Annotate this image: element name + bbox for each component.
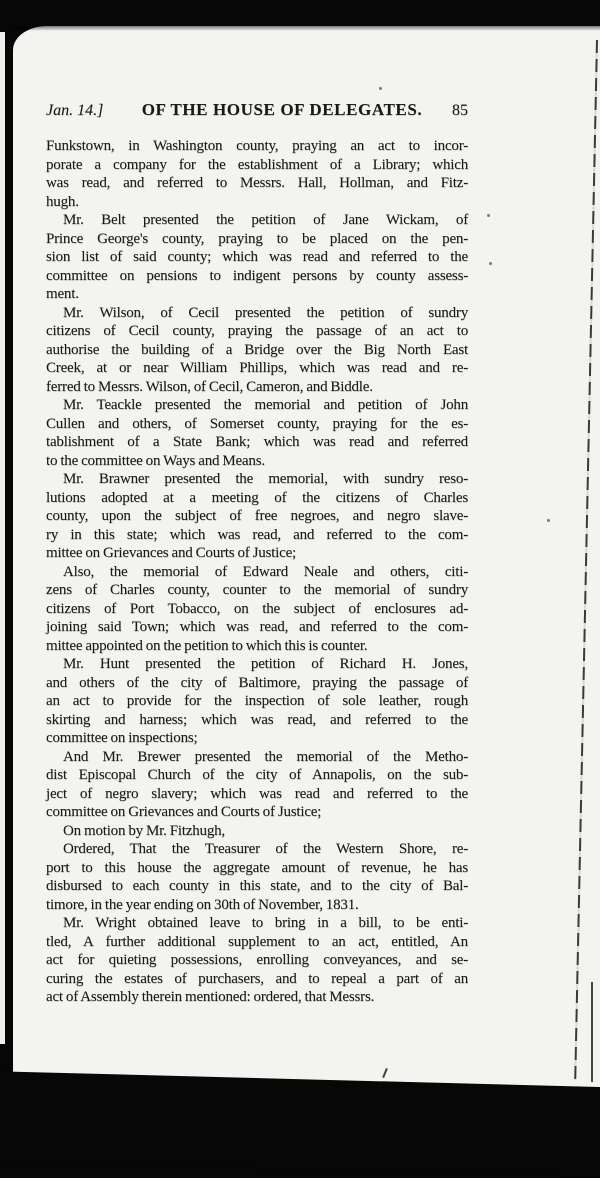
header-title: OF THE HOUSE OF DELEGATES. — [141, 100, 423, 119]
header-page-number: 85 — [452, 102, 468, 119]
text-line: curing the estates of purchasers, and to repeal a part of an — [46, 970, 468, 987]
paragraph — [46, 748, 468, 822]
text-line: act of Assembly therein mentioned: ordered, that Messrs. — [46, 989, 375, 1005]
text-line: ment. — [46, 286, 79, 302]
text-line: citizens of Cecil county, praying the passage of an act to — [46, 323, 468, 339]
text-line: Funkstown, in Washington county, praying an act to incor- — [46, 138, 468, 154]
ink-speck — [547, 519, 550, 522]
page-body — [46, 137, 468, 1007]
ink-speck — [487, 214, 490, 217]
bottom-scan-band — [0, 1071, 600, 1178]
text-line: Creek, at or near William Phillips, which was read and re- — [46, 360, 468, 376]
page-content — [46, 100, 468, 1007]
text-line: committee on inspections; — [46, 730, 198, 746]
text-line: Prince George's county, praying to be placed on the pen- — [46, 230, 468, 247]
scan-top-edge-shadow — [13, 26, 600, 31]
paragraph — [46, 304, 468, 397]
text-line: to the committee on Ways and Means. — [46, 452, 265, 469]
text-line: joining said Town; which was read, and referred to the com- — [46, 619, 468, 635]
text-line: hugh. — [46, 193, 79, 210]
paragraph — [46, 914, 468, 1007]
text-line: tled, A further additional supplement to an act, entitled, An — [46, 933, 468, 950]
text-line: Cullen and others, of Somerset county, praying for the es- — [46, 415, 468, 432]
paragraph — [46, 396, 468, 470]
text-line: Also, the memorial of Edward Neale and others, citi- — [63, 563, 468, 580]
text-line: dist Episcopal Church of the city of Annapolis, on the sub- — [46, 767, 468, 783]
text-line: and others of the city of Baltimore, praying the passage of — [46, 674, 468, 691]
text-line: port to this house the aggregate amount of revenue, he has — [46, 859, 468, 876]
text-line: ject of negro slavery; which was read and referred to the — [46, 785, 468, 802]
paragraph — [46, 470, 468, 563]
text-line: act for quieting possessions, enrolling conveyances, and se- — [46, 952, 468, 968]
text-line: porate a company for the establishment of a Library; which — [46, 156, 468, 173]
paragraph — [46, 211, 468, 304]
text-line: mittee on Grievances and Courts of Justice; — [46, 545, 296, 561]
paragraph — [46, 137, 468, 211]
text-line: skirting and harness; which was read, and referred to the — [46, 711, 468, 728]
text-line: Mr. Brawner presented the memorial, with sundry reso- — [63, 471, 468, 487]
text-line: Mr. Hunt presented the petition of Richard H. Jones, — [63, 656, 468, 672]
text-line: zens of Charles county, counter to the memorial of sundry — [46, 582, 468, 598]
text-line: Ordered, That the Treasurer of the Western Shore, re- — [63, 841, 468, 857]
running-header — [46, 100, 468, 120]
text-line: county, upon the subject of free negroes, and negro slave- — [46, 508, 468, 524]
paragraph — [46, 655, 468, 748]
text-line: authorise the building of a Bridge over the Big North East — [46, 341, 468, 358]
text-line: Mr. Wright obtained leave to bring in a bill, to be enti- — [63, 915, 468, 931]
paragraph — [46, 563, 468, 656]
text-line: sion list of said county; which was read and referred to the — [46, 249, 468, 265]
text-line: Mr. Teackle presented the memorial and petition of John — [63, 397, 468, 413]
ink-speck — [379, 87, 382, 90]
text-line: disbursed to each county in this state, and to the city of Bal- — [46, 878, 468, 894]
paragraph — [46, 840, 468, 914]
text-line: committee on pensions to indigent persons by county assess- — [46, 267, 468, 284]
paragraph — [46, 822, 468, 841]
text-line: Mr. Wilson, of Cecil presented the petition of sundry — [63, 304, 468, 321]
text-line: On motion by Mr. Fitzhugh, — [63, 822, 225, 839]
text-line: tablishment of a State Bank; which was read and referred — [46, 434, 468, 450]
text-line: was read, and referred to Messrs. Hall, Hollman, and Fitz- — [46, 175, 468, 191]
text-line: Mr. Belt presented the petition of Jane Wickam, of — [63, 212, 468, 228]
text-line: committee on Grievances and Courts of Justice; — [46, 804, 322, 820]
text-line: mittee appointed on the petition to which this is counter. — [46, 637, 368, 654]
page-edge-line-short — [591, 982, 593, 1082]
text-line: ferred to Messrs. Wilson, of Cecil, Cameron, and Biddle. — [46, 378, 373, 395]
ink-speck — [489, 262, 492, 265]
text-line: timore, in the year ending on 30th of November, 1831. — [46, 896, 359, 913]
text-line: citizens of Port Tobacco, on the subject of enclosures ad- — [46, 600, 468, 617]
text-line: an act to provide for the inspection of sole leather, rough — [46, 693, 468, 709]
text-line: ry in this state; which was read, and referred to the com- — [46, 526, 468, 543]
text-line: lutions adopted at a meeting of the citizens of Charles — [46, 489, 468, 506]
text-line: And Mr. Brewer presented the memorial of the Metho- — [63, 748, 468, 765]
header-date: Jan. 14.] — [46, 102, 104, 119]
left-paper-sliver — [0, 32, 5, 1044]
